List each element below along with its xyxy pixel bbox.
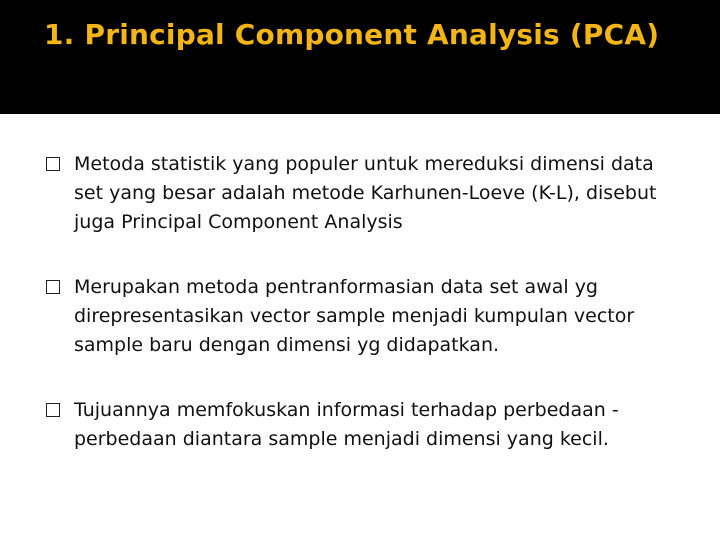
square-bullet-icon <box>46 157 60 171</box>
square-bullet-icon <box>46 280 60 294</box>
bullet-item <box>46 150 686 237</box>
bullet-text: Metoda statistik yang populer untuk mereduksi dimensi data set yang besar adalah metode Karhunen-Loeve (K-L), disebut juga Principal Component Analysis <box>74 153 657 233</box>
bullet-item <box>46 396 686 454</box>
slide-content <box>46 150 686 490</box>
bullet-text: Tujuannya memfokuskan informasi terhadap perbedaan -perbedaan diantara sample menjadi dimensi yang kecil. <box>74 399 619 450</box>
slide-title: 1. Principal Component Analysis (PCA) <box>44 18 660 51</box>
bullet-item <box>46 273 686 360</box>
bullet-text: Merupakan metoda pentranformasian data set awal yg direpresentasikan vector sample menjadi kumpulan vector sample baru dengan dimensi yg didapatkan. <box>74 276 635 356</box>
slide-title-bar <box>0 0 720 114</box>
square-bullet-icon <box>46 403 60 417</box>
